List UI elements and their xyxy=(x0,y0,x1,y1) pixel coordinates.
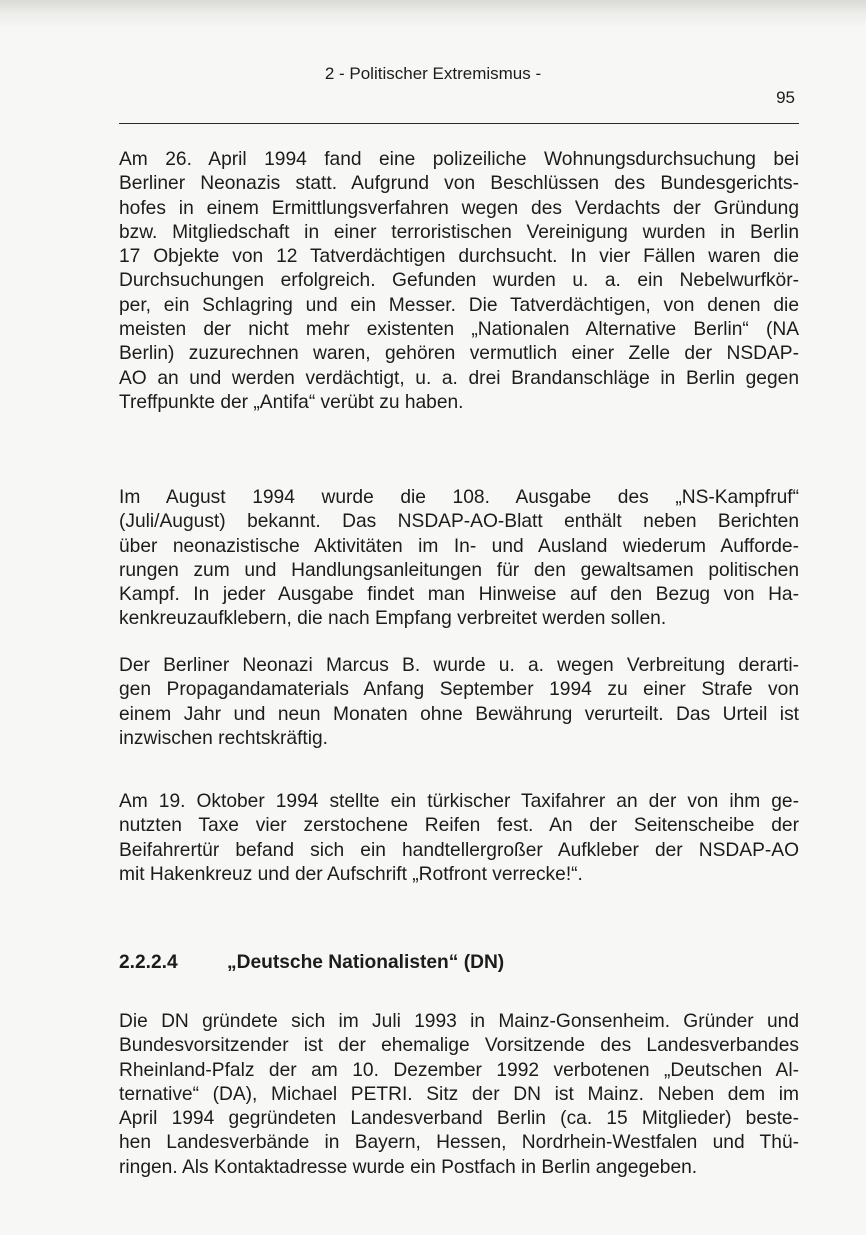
paragraph-2 xyxy=(119,486,799,632)
text-line: Bundesvorsitzender ist der ehemalige Vorsitzende des Landesverbandes xyxy=(119,1035,799,1057)
text-line: meisten der nicht mehr existenten „Nationalen Alternative Berlin“ (NA xyxy=(119,319,799,341)
paragraph-1 xyxy=(119,148,799,415)
text-line: Berlin) zuzurechnen waren, gehören vermutlich einer Zelle der NSDAP- xyxy=(119,343,799,365)
section-title: „Deutsche Nationalisten“ (DN) xyxy=(227,952,505,973)
paragraph-4 xyxy=(119,790,799,887)
text-line: nutzten Taxe vier zerstochene Reifen fest. An der Seitenscheibe der xyxy=(119,815,799,837)
text-line: gen Propagandamaterials Anfang September 1994 zu einer Strafe von xyxy=(119,679,799,701)
text-line: 17 Objekte von 12 Tatverdächtigen durchsucht. In vier Fällen waren die xyxy=(119,246,799,268)
text-line: AO an und werden verdächtigt, u. a. drei Brandanschläge in Berlin gegen xyxy=(119,367,799,389)
text-line: Der Berliner Neonazi Marcus B. wurde u. a. wegen Verbreitung derarti- xyxy=(119,655,799,676)
text-line: Treffpunkte der „Antifa“ verübt zu haben. xyxy=(119,391,464,413)
text-line: Im August 1994 wurde die 108. Ausgabe des „NS-Kampfruf“ xyxy=(119,487,799,508)
text-line: Am 19. Oktober 1994 stellte ein türkischer Taxifahrer an der von ihm ge- xyxy=(119,791,799,812)
page-number: 95 xyxy=(776,88,795,107)
header-rule xyxy=(119,123,799,124)
text-line: Die DN gründete sich im Juli 1993 in Mainz-Gonsenheim. Gründer und xyxy=(119,1011,799,1032)
text-line: April 1994 gegründeten Landesverband Berlin (ca. 15 Mitglieder) beste- xyxy=(119,1108,799,1130)
section-number: 2.2.2.4 xyxy=(119,952,178,973)
scan-shadow xyxy=(0,0,866,28)
text-line: Kampf. In jeder Ausgabe findet man Hinweise auf den Bezug von Ha- xyxy=(119,584,799,606)
text-line: per, ein Schlagring und ein Messer. Die Tatverdächtigen, von denen die xyxy=(119,294,799,316)
text-line: (Juli/August) bekannt. Das NSDAP-AO-Blatt enthält neben Berichten xyxy=(119,511,799,533)
text-line: Durchsuchungen erfolgreich. Gefunden wurden u. a. ein Nebelwurfkör- xyxy=(119,270,799,292)
text-line: Berliner Neonazis statt. Aufgrund von Beschlüssen des Bundesgerichts- xyxy=(119,173,799,195)
section-heading xyxy=(119,952,504,974)
text-line: mit Hakenkreuz und der Aufschrift „Rotfront verrecke!“. xyxy=(119,863,583,885)
running-head: 2 - Politischer Extremismus - xyxy=(324,64,542,83)
text-line: hofes in einem Ermittlungsverfahren wegen des Verdachts der Gründung xyxy=(119,197,799,219)
text-line: einem Jahr und neun Monaten ohne Bewährung verurteilt. Das Urteil ist xyxy=(119,703,799,725)
text-line: ternative“ (DA), Michael PETRI. Sitz der DN ist Mainz. Neben dem im xyxy=(119,1083,799,1105)
text-line: hen Landesverbände in Bayern, Hessen, Nordrhein-Westfalen und Thü- xyxy=(119,1132,799,1154)
text-line: Am 26. April 1994 fand eine polizeiliche Wohnungsdurchsuchung bei xyxy=(119,149,799,170)
text-line: Rheinland-Pfalz der am 10. Dezember 1992 verbotenen „Deutschen Al- xyxy=(119,1059,799,1081)
text-line: kenkreuzaufklebern, die nach Empfang verbreitet werden sollen. xyxy=(119,608,667,630)
text-line: Beifahrertür befand sich ein handtellergroßer Aufkleber der NSDAP-AO xyxy=(119,839,799,861)
text-line: über neonazistische Aktivitäten im In- und Ausland wiederum Aufforde- xyxy=(119,535,799,557)
paragraph-5 xyxy=(119,1010,799,1180)
text-line: rungen zum und Handlungsanleitungen für den gewaltsamen politischen xyxy=(119,559,799,581)
paragraph-3 xyxy=(119,654,799,751)
text-line: bzw. Mitgliedschaft in einer terroristischen Vereinigung wurden in Berlin xyxy=(119,221,799,243)
text-line: inzwischen rechtskräftig. xyxy=(119,727,329,749)
text-line: ringen. Als Kontaktadresse wurde ein Postfach in Berlin angegeben. xyxy=(119,1156,698,1178)
